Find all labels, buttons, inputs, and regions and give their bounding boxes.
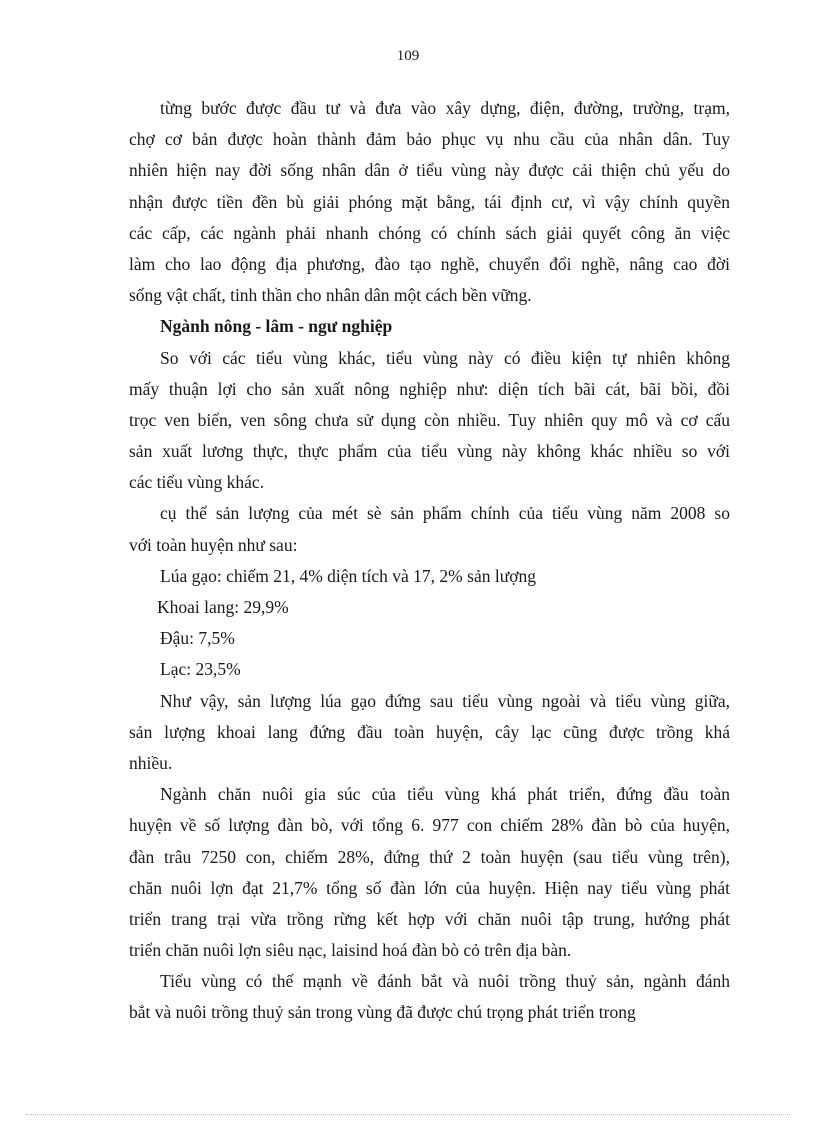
text-line: cụ thể sản lượng của mét sè sản phẩm chính của tiểu vùng năm 2008 so xyxy=(160,503,730,524)
list-item: Khoai lang: 29,9% xyxy=(157,597,289,617)
list-item: Lúa gạo: chiếm 21, 4% diện tích và 17, 2% sản lượng xyxy=(160,565,536,586)
text-line: sống vật chất, tinh thần cho nhân dân một cách bền vững. xyxy=(129,285,532,306)
text-line: từng bước được đầu tư và đưa vào xây dựng, điện, đường, trường, trạm, xyxy=(160,98,730,118)
text-line: nhiên hiện nay đời sống nhân dân ở tiểu vùng này được cải thiện chủ yếu do xyxy=(129,160,730,181)
text-line: các cấp, các ngành phải nhanh chóng có chính sách giải quyết công ăn việc xyxy=(129,222,730,243)
text-line: với toàn huyện như sau: xyxy=(129,534,298,555)
text-line: nhận được tiền đền bù giải phóng mặt bằng, tái định cư, vì vậy chính quyền xyxy=(129,191,730,212)
page-number: 109 xyxy=(396,48,420,64)
text-line: sản xuất lương thực, thực phẩm của tiểu vùng này không khác nhiều so với xyxy=(129,441,730,462)
text-line: mấy thuận lợi cho sản xuất nông nghiệp như: diện tích bãi cát, bãi bồi, đồi xyxy=(129,378,730,399)
list-item: Đậu: 7,5% xyxy=(160,628,235,649)
text-line: làm cho lao động địa phương, đào tạo nghề, chuyển đổi nghề, nâng cao đời xyxy=(129,253,730,274)
list-item: Lạc: 23,5% xyxy=(160,659,241,680)
text-line: chợ cơ bản được hoàn thành đảm bảo phục vụ nhu cầu của nhân dân. Tuy xyxy=(129,129,730,150)
text-line: Như vậy, sản lượng lúa gạo đứng sau tiểu vùng ngoài và tiểu vùng giữa, xyxy=(160,690,730,711)
text-line: Ngành chăn nuôi gia súc của tiểu vùng khá phát triển, đứng đầu toàn xyxy=(160,784,730,805)
text-line: trọc ven biển, ven sông chưa sử dụng còn nhiều. Tuy nhiên quy mô và cơ cấu xyxy=(129,409,730,430)
section-heading: Ngành nông - lâm - ngư nghiệp xyxy=(160,316,393,337)
text-line: bắt và nuôi trồng thuỷ sản trong vùng đã được chú trọng phát triển trong xyxy=(129,1002,636,1023)
text-line: triển trang trại vừa trồng rừng kết hợp với chăn nuôi tập trung, hướng phát xyxy=(129,908,730,929)
body-text xyxy=(129,93,730,1029)
text-line: chăn nuôi lợn đạt 21,7% tổng số đàn lớn của huyện. Hiện nay tiểu vùng phát xyxy=(129,877,730,898)
text-line: huyện về số lượng đàn bò, với tổng 6. 977 con chiếm 28% đàn bò của huyện, xyxy=(129,815,730,836)
text-line: sản lượng khoai lang đứng đầu toàn huyện, cây lạc cũng được trồng khá xyxy=(129,721,730,742)
text-line: đàn trâu 7250 con, chiếm 28%, đứng thứ 2 toàn huyện (sau tiểu vùng trên), xyxy=(129,846,730,867)
text-line: triển chăn nuôi lợn siêu nạc, laisind hoá đàn bò cỏ trên địa bàn. xyxy=(129,940,572,961)
text-line: So với các tiểu vùng khác, tiểu vùng này có điều kiện tự nhiên không xyxy=(160,347,730,368)
text-line: nhiều. xyxy=(129,752,173,773)
text-line: các tiểu vùng khác. xyxy=(129,472,265,493)
page-bottom-divider xyxy=(26,1114,790,1115)
text-line: Tiểu vùng có thế mạnh về đánh bắt và nuôi trồng thuỷ sản, ngành đánh xyxy=(160,971,730,992)
